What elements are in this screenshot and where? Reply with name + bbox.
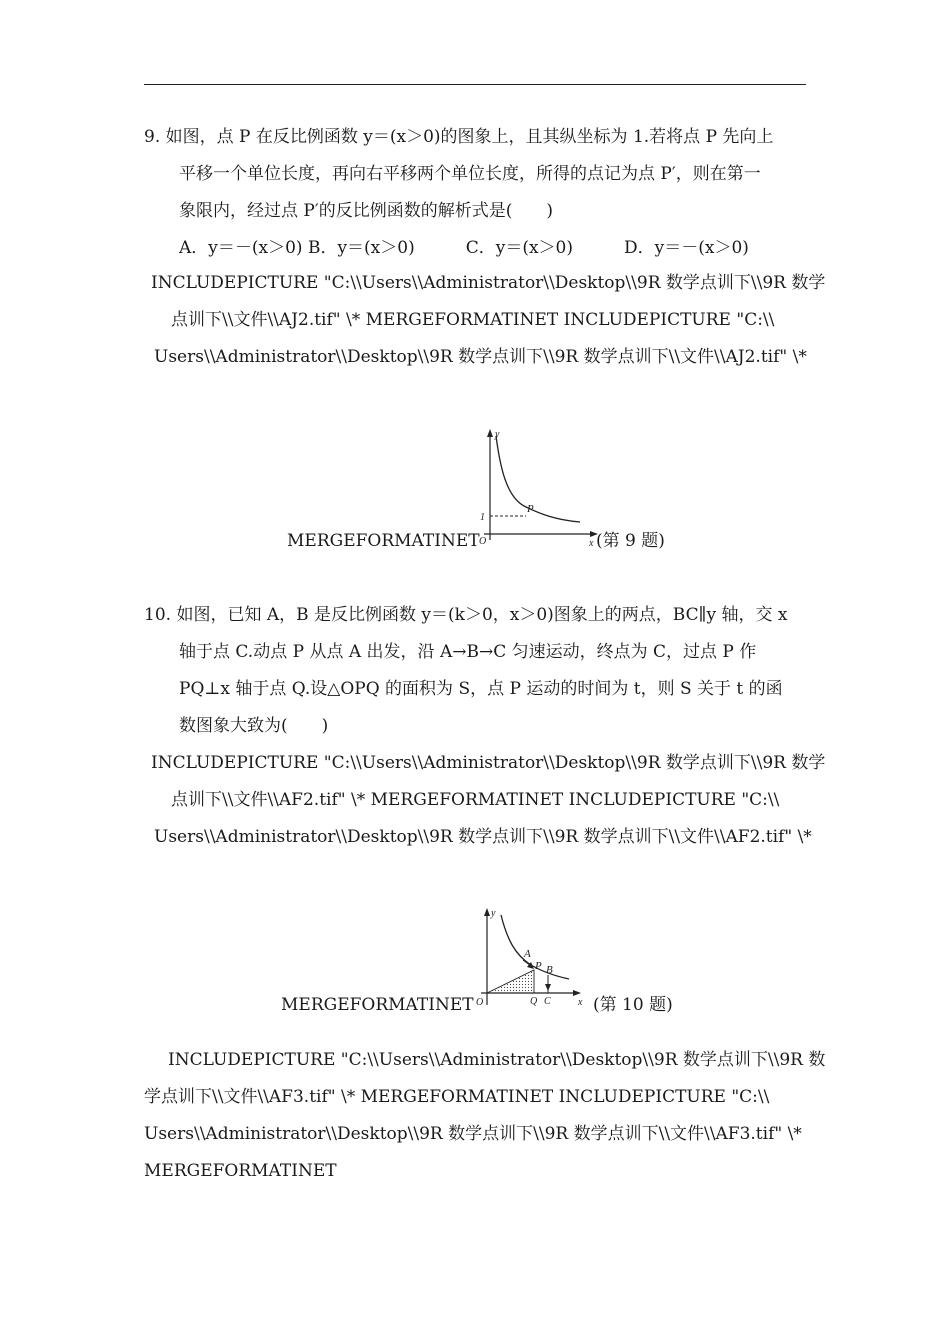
q10-include-1: INCLUDEPICTURE "C:\\Users\\Administrator\\Desktop\\9R 数学点训下\\9R 数学 bbox=[151, 753, 826, 773]
q10-fig-y-label: y bbox=[491, 908, 496, 919]
tail-include-1: INCLUDEPICTURE "C:\\Users\\Administrator\\Desktop\\9R 数学点训下\\9R 数 bbox=[168, 1050, 826, 1070]
q10-figure bbox=[473, 905, 593, 1013]
q9-include-1: INCLUDEPICTURE "C:\\Users\\Administrator\\Desktop\\9R 数学点训下\\9R 数学 bbox=[151, 273, 826, 293]
q9-fig-y-label: y bbox=[495, 429, 500, 440]
q10-fig-b-label: B bbox=[546, 964, 553, 976]
tail-include-2: 学点训下\\文件\\AF3.tif" \* MERGEFORMATINET INCLUDEPICTURE "C:\\ bbox=[144, 1087, 770, 1107]
q10-fig-c-label: C bbox=[544, 996, 551, 1007]
q9-caption: (第 9 题) bbox=[596, 531, 665, 551]
q9-merge-label: MERGEFORMATINET bbox=[287, 531, 480, 551]
q10-fig-q-label: Q bbox=[530, 996, 538, 1007]
q9-fig-p-label: P bbox=[527, 503, 534, 515]
q10-fig-p-label: P bbox=[535, 960, 542, 972]
tail-include-3: Users\\Administrator\\Desktop\\9R 数学点训下\\9R 数学点训下\\文件\\AF3.tif" \* bbox=[144, 1124, 802, 1144]
header-rule bbox=[144, 84, 806, 85]
q9-fig-x-label: x bbox=[589, 538, 594, 548]
q10-caption: (第 10 题) bbox=[593, 995, 673, 1015]
q10-include-2: 点训下\\文件\\AF2.tif" \* MERGEFORMATINET INCLUDEPICTURE "C:\\ bbox=[171, 790, 780, 810]
q9-line-2: 平移一个单位长度，再向右平移两个单位长度，所得的点记为点 P′，则在第一 bbox=[179, 164, 761, 184]
q9-figure bbox=[476, 426, 600, 548]
q10-fig-a-label: A bbox=[524, 948, 531, 960]
q10-merge-label: MERGEFORMATINET bbox=[281, 995, 474, 1015]
q9-line-3: 象限内，经过点 P′的反比例函数的解析式是( ) bbox=[179, 201, 553, 221]
q10-line-2: 轴于点 C.动点 P 从点 A 出发，沿 A→B→C 匀速运动，终点为 C，过点 P 作 bbox=[179, 642, 757, 662]
tail-include-4: MERGEFORMATINET bbox=[144, 1161, 337, 1181]
q10-fig-x-label: x bbox=[578, 997, 583, 1008]
q9-fig-one-label: 1 bbox=[480, 512, 485, 523]
q10-line-3: PQ⊥x 轴于点 Q.设△OPQ 的面积为 S，点 P 运动的时间为 t，则 S 关于 t 的函 bbox=[179, 679, 783, 699]
q9-line-1: 9. 如图，点 P 在反比例函数 y＝(x＞0)的图象上，且其纵坐标为 1.若将点 P 先向上 bbox=[144, 127, 774, 147]
q10-include-3: Users\\Administrator\\Desktop\\9R 数学点训下\\9R 数学点训下\\文件\\AF2.tif" \* bbox=[154, 827, 812, 847]
q10-line-4: 数图象大致为( ) bbox=[179, 716, 329, 736]
q9-options: A．y＝－(x＞0) B．y＝(x＞0) C．y＝(x＞0) D．y＝－(x＞0) bbox=[179, 238, 749, 258]
q10-fig-o-label: O bbox=[476, 997, 484, 1008]
q10-line-1: 10. 如图，已知 A，B 是反比例函数 y＝(k＞0，x＞0)图象上的两点，BC∥y 轴，交 x bbox=[144, 605, 788, 625]
q9-include-3: Users\\Administrator\\Desktop\\9R 数学点训下\\9R 数学点训下\\文件\\AJ2.tif" \* bbox=[154, 347, 807, 367]
q9-include-2: 点训下\\文件\\AJ2.tif" \* MERGEFORMATINET INCLUDEPICTURE "C:\\ bbox=[171, 310, 775, 330]
q9-fig-o-label: O bbox=[479, 536, 487, 547]
